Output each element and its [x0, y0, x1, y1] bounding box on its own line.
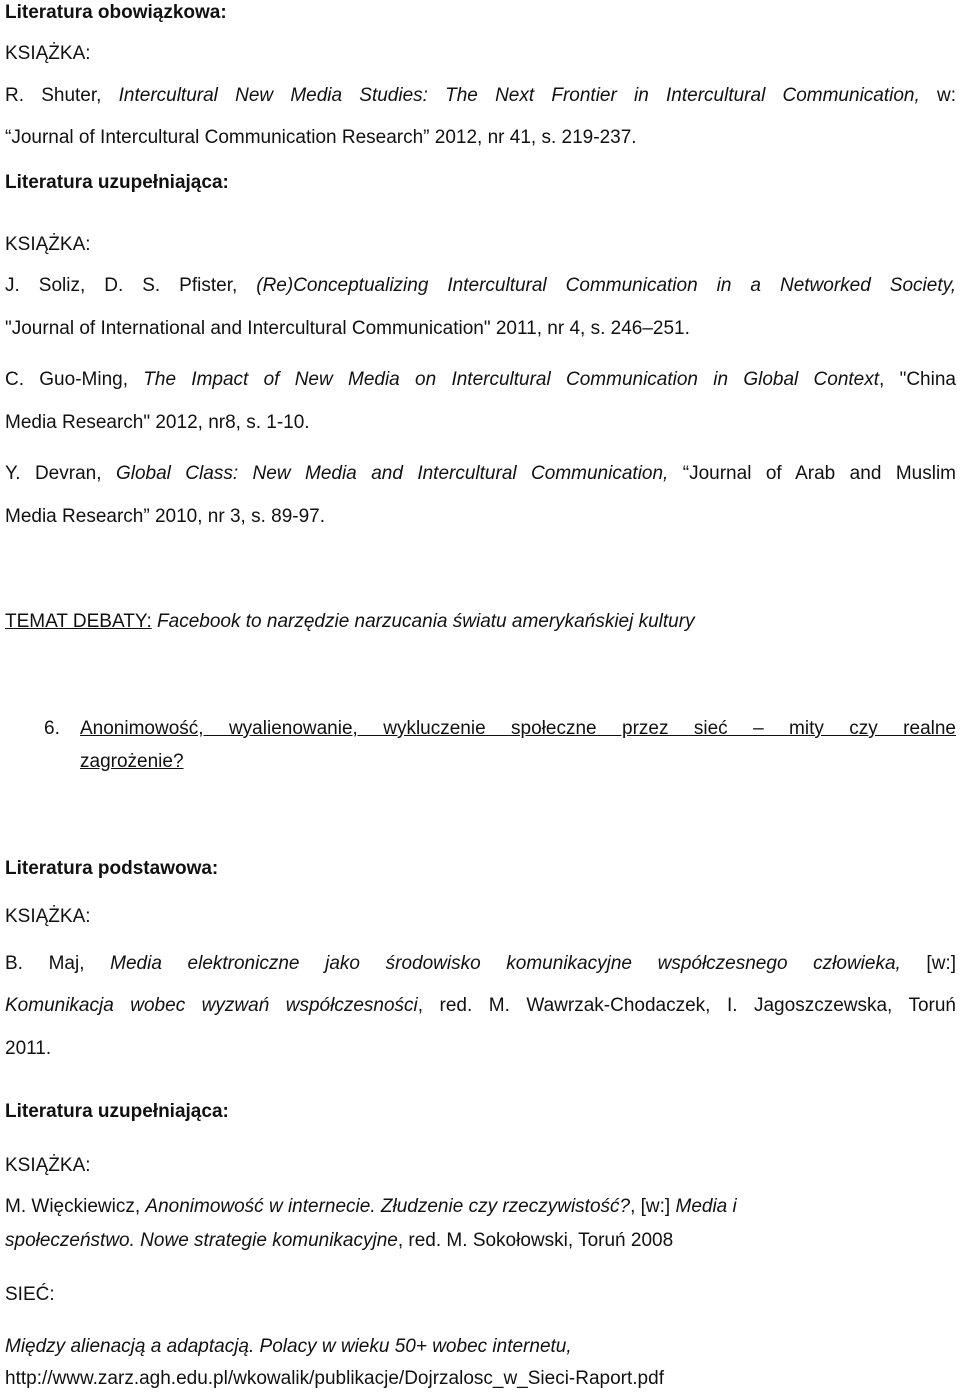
ref-title: The Impact of New Media on Intercultural Communication in Global Context: [143, 369, 880, 390]
reference-guo-ming-line2: Media Research" 2012, nr8, s. 1-10.: [5, 412, 310, 433]
heading-literatura-uzupelniajaca: Literatura uzupełniająca:: [5, 1101, 229, 1122]
reference-soliz-line1: [5, 274, 956, 300]
book-label: KSIĄŻKA:: [5, 906, 91, 927]
ref-author: B. Maj,: [5, 953, 111, 974]
debate-label: TEMAT DEBATY:: [5, 611, 152, 632]
ref-text: “Journal of Arab and Muslim: [668, 463, 956, 484]
reference-wieckiewicz-line2: [5, 1229, 956, 1255]
ref-text: , red. M. Sokołowski, Toruń 2008: [397, 1230, 674, 1251]
book-label: KSIĄŻKA:: [5, 234, 91, 255]
ref-text: , [w:]: [630, 1196, 676, 1217]
heading-literatura-obowiazkowa: Literatura obowiązkowa:: [5, 2, 227, 23]
reference-maj-line2: [5, 994, 956, 1020]
heading-literatura-uzupelniajaca: Literatura uzupełniająca:: [5, 172, 229, 193]
ref-title: Media elektroniczne jako środowisko komunikacyjne współczesnego człowieka,: [110, 953, 901, 974]
ref-author: M. Więckiewicz,: [5, 1196, 146, 1217]
ref-author: C. Guo-Ming,: [5, 369, 144, 390]
ref-author: J. Soliz, D. S. Pfister,: [5, 275, 257, 296]
net-label: SIEĆ:: [5, 1284, 55, 1305]
reference-shuter-line1: [5, 84, 956, 110]
item-6-title-line2: zagrożenie?: [80, 751, 184, 772]
ref-title: Intercultural New Media Studies: The Next Frontier in Intercultural Communication,: [118, 85, 920, 106]
book-label: KSIĄŻKA:: [5, 1155, 91, 1176]
reference-alienacja-url: http://www.zarz.agh.edu.pl/wkowalik/publikacje/Dojrzalosc_w_Sieci-Raport.pdf: [5, 1368, 664, 1389]
ref-author: R. Shuter,: [5, 85, 119, 106]
heading-literatura-podstawowa: Literatura podstawowa:: [5, 858, 219, 879]
ref-title: (Re)Conceptualizing Intercultural Communication in a Networked Society,: [256, 275, 956, 296]
ref-text: [w:]: [900, 953, 956, 974]
ref-title: Global Class: New Media and Intercultural Communication,: [115, 463, 669, 484]
reference-devran-line2: Media Research” 2010, nr 3, s. 89-97.: [5, 506, 326, 527]
ref-text: , red. M. Wawrzak-Chodaczek, I. Jagoszczewska, Toruń: [417, 995, 956, 1016]
ref-author: Y. Devran,: [5, 463, 116, 484]
ref-text: w:: [919, 85, 956, 106]
book-label: KSIĄŻKA:: [5, 43, 91, 64]
ref-source-title: społeczeństwo. Nowe strategie komunikacyjne: [5, 1230, 398, 1251]
reference-alienacja-title: Między alienacją a adaptacją. Polacy w wieku 50+ wobec internetu,: [5, 1336, 572, 1357]
reference-maj-line3: 2011.: [5, 1038, 52, 1059]
debate-topic: [5, 610, 956, 636]
reference-soliz-line2: "Journal of International and Intercultural Communication" 2011, nr 4, s. 246–251.: [5, 318, 690, 339]
reference-guo-ming-line1: [5, 368, 956, 394]
item-6-title-line1: Anonimowość, wyalienowanie, wykluczenie społeczne przez sieć – mity czy realne: [80, 718, 956, 739]
reference-shuter-line2: “Journal of Intercultural Communication Research” 2012, nr 41, s. 219-237.: [5, 127, 637, 148]
reference-wieckiewicz-line1: [5, 1195, 956, 1221]
reference-maj-line1: [5, 952, 956, 978]
ref-text: , "China: [879, 369, 956, 390]
ref-source-title: Komunikacja wobec wyzwań współczesności: [5, 995, 418, 1016]
item-number: 6.: [44, 718, 60, 739]
ref-source-title: Media i: [675, 1196, 737, 1217]
debate-topic-text: Facebook to narzędzie narzucania światu amerykańskiej kultury: [151, 611, 695, 632]
ref-title: Anonimowość w internecie. Złudzenie czy rzeczywistość?: [145, 1196, 631, 1217]
reference-devran-line1: [5, 462, 956, 488]
